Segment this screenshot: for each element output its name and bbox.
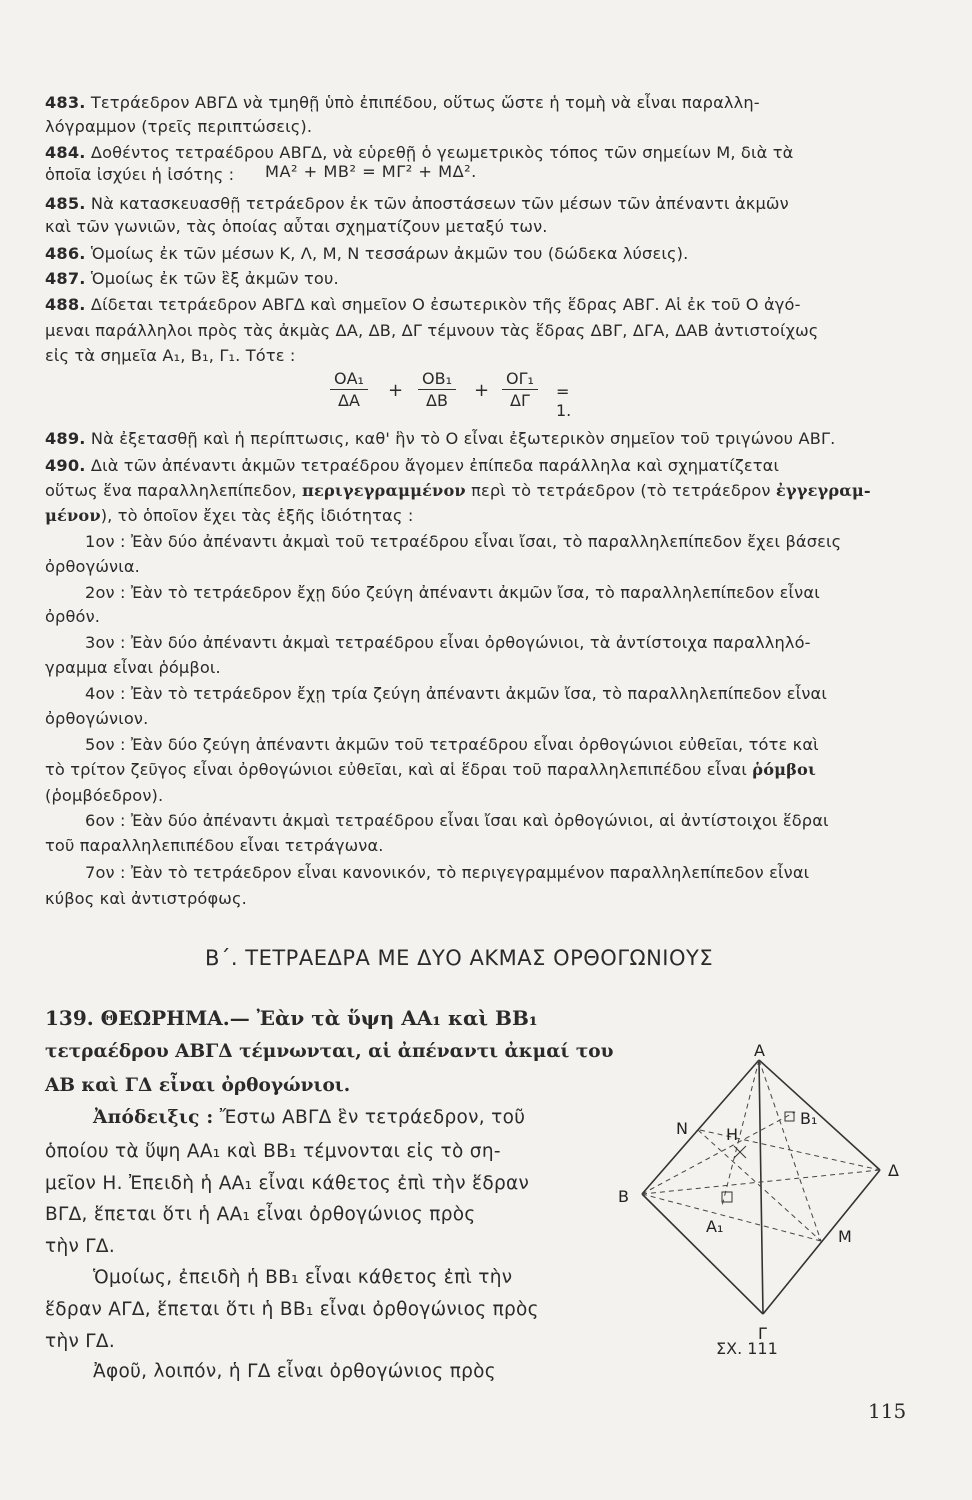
- proof-line4: ΒΓΔ, ἕπεται ὅτι ἡ ΑΑ₁ εἶναι ὀρθογώνιος πρὸς: [45, 1204, 476, 1225]
- label-M: Μ: [838, 1227, 852, 1246]
- text-run: ), τὸ ὁποῖον ἔχει τὰς ἑξῆς ἰδιότητας :: [100, 506, 414, 525]
- label-B1: Β₁: [800, 1109, 818, 1128]
- numerator: ΟΑ₁: [330, 368, 368, 390]
- exercise-483-line1: [45, 92, 897, 114]
- exercise-text: Ὁμοίως ἐκ τῶν ἓξ ἀκμῶν του.: [90, 269, 339, 288]
- section-heading: Β΄. ΤΕΤΡΑΕΔΡΑ ΜΕ ΔΥΟ ΑΚΜΑΣ ΟΡΘΟΓΩΝΙΟΥΣ: [205, 946, 714, 970]
- label-H: Η: [726, 1125, 739, 1144]
- property-4-cont: ὀρθογώνιον.: [45, 709, 149, 728]
- exercise-483-line2: λόγραμμον (τρεῖς περιπτώσεις).: [45, 117, 313, 136]
- exercise-485-line1: [45, 193, 897, 215]
- exercise-text: Δίδεται τετράεδρον ΑΒΓΔ καὶ σημεῖον Ο ἐσωτερικὸν τῆς ἕδρας ΑΒΓ. Αἱ ἐκ τοῦ Ο ἀγό-: [90, 295, 801, 314]
- fraction-1: [330, 368, 368, 411]
- edge-AD: [759, 1060, 880, 1170]
- property-2-cont: ὀρθόν.: [45, 607, 101, 626]
- exercise-text: Ὁμοίως ἐκ τῶν μέσων Κ, Λ, Μ, Ν τεσσάρων ἀκμῶν του (δώδεκα λύσεις).: [90, 244, 689, 263]
- edge-BG: [642, 1194, 763, 1314]
- text-run: τὸ τρίτον ζεῦγος εἶναι ὀρθογώνιοι εὐθεῖαι, καὶ αἱ ἕδραι τοῦ παραλληλεπιπέδου εἶναι: [45, 760, 747, 779]
- proof-line8: τὴν ΓΔ.: [45, 1331, 116, 1352]
- exercise-489-line1: [45, 428, 897, 450]
- proof-line9: Ἀφοῦ, λοιπόν, ἡ ΓΔ εἶναι ὀρθογώνιος πρὸς: [93, 1361, 496, 1382]
- exercise-number: 489.: [45, 429, 86, 448]
- property-1-cont: ὀρθογώνια.: [45, 557, 140, 576]
- exercise-490-line1: [45, 455, 897, 477]
- theorem-line1: 139. ΘΕΩΡΗΜΑ.— Ἐὰν τὰ ὕψη ΑΑ₁ καὶ ΒΒ₁: [45, 1006, 538, 1030]
- exercise-text: Δοθέντος τετραέδρου ΑΒΓΔ, νὰ εὑρεθῇ ὁ γεωμετρικὸς τόπος τῶν σημείων Μ, διὰ τὰ: [90, 143, 794, 162]
- theorem-line3: ΑΒ καὶ ΓΔ εἶναι ὀρθογώνιοι.: [45, 1075, 351, 1096]
- exercise-490-line3: [45, 505, 897, 527]
- label-A1: Α₁: [706, 1217, 724, 1236]
- exercise-number: 490.: [45, 456, 86, 475]
- numerator: ΟΓ₁: [502, 368, 538, 390]
- property-7-cont: κύβος καὶ ἀντιστρόφως.: [45, 889, 247, 908]
- text-run: περὶ τὸ τετράεδρον (τὸ τετράεδρον: [471, 481, 771, 500]
- term-rhombi: ῥόμβοι: [752, 760, 816, 779]
- label-G: Γ: [758, 1324, 767, 1342]
- exercise-text: Νὰ ἐξετασθῇ καὶ ἡ περίπτωσις, καθ' ἣν τὸ Ο εἶναι ἐξωτερικὸν σημεῖον τοῦ τριγώνου ΑΒΓ.: [90, 429, 836, 448]
- denominator: ΔΒ: [426, 391, 448, 410]
- numerator: ΟΒ₁: [418, 368, 456, 390]
- term-inscribed-end: μένον: [45, 506, 101, 525]
- property-5: 5ον : Ἐὰν δύο ζεύγη ἀπέναντι ἀκμῶν τοῦ τετραέδρου εἶναι ὀρθογώνιοι εὐθεῖαι, τότε καὶ: [85, 735, 819, 754]
- label-A: Α: [754, 1042, 765, 1060]
- exercise-number: 483.: [45, 93, 86, 112]
- exercise-number: 487.: [45, 269, 86, 288]
- term-inscribed: ἐγγεγραμ-: [775, 481, 871, 500]
- edge-DG: [763, 1170, 880, 1314]
- exercise-485-line2: καὶ τῶν γωνιῶν, τὰς ὁποίας αὗται σχηματίζουν μεταξύ των.: [45, 217, 548, 236]
- proof-line7: ἕδραν ΑΓΔ, ἕπεται ὅτι ἡ ΒΒ₁ εἶναι ὀρθογώνιος πρὸς: [45, 1299, 539, 1320]
- height-BB1: [642, 1112, 795, 1194]
- exercise-number: 485.: [45, 194, 86, 213]
- exercise-486-line1: [45, 243, 897, 265]
- denominator: ΔΑ: [338, 391, 360, 410]
- exercise-number: 486.: [45, 244, 86, 263]
- denominator: ΔΓ: [510, 391, 530, 410]
- exercise-484-line1: [45, 142, 897, 164]
- proof-line5: τὴν ΓΔ.: [45, 1236, 116, 1257]
- exercise-488-line2: μεναι παράλληλοι πρὸς τὰς ἀκμὰς ΔΑ, ΔΒ, ΔΓ τέμνουν τὰς ἕδρας ΔΒΓ, ΔΓΑ, ΔΑΒ ἀντιστοίχως: [45, 321, 819, 340]
- label-D: Δ: [888, 1161, 899, 1180]
- plus-sign: +: [388, 380, 404, 401]
- property-1: 1ον : Ἐὰν δύο ἀπέναντι ἀκμαὶ τοῦ τετραέδρου εἶναι ἴσαι, τὸ παραλληλεπίπεδον ἔχει βάσεις: [85, 532, 842, 551]
- proof-label: Ἀπόδειξις :: [93, 1107, 214, 1128]
- property-7: 7ον : Ἐὰν τὸ τετράεδρον εἶναι κανονικόν, τὸ περιγεγραμμένον παραλληλεπίπεδον εἶναι: [85, 863, 810, 882]
- proof-line2: ὁποίου τὰ ὕψη ΑΑ₁ καὶ ΒΒ₁ τέμνονται εἰς τὸ ση-: [45, 1141, 501, 1162]
- exercise-text: Διὰ τῶν ἀπέναντι ἀκμῶν τετραέδρου ἄγομεν ἐπίπεδα παράλληλα καὶ σχηματίζεται: [90, 456, 780, 475]
- equals-one: = 1.: [556, 382, 572, 420]
- term-circumscribed: περιγεγραμμένον: [302, 481, 466, 500]
- text-run: Ἔστω ΑΒΓΔ ἓν τετράεδρον, τοῦ: [219, 1107, 526, 1128]
- text-run: οὕτως ἕνα παραλληλεπίπεδον,: [45, 481, 297, 500]
- label-N: Ν: [676, 1119, 688, 1138]
- exercise-number: 488.: [45, 295, 86, 314]
- proof-line3: μεῖον Η. Ἐπειδὴ ἡ ΑΑ₁ εἶναι κάθετος ἐπὶ τὴν ἕδραν: [45, 1173, 530, 1194]
- exercise-490-line2: [45, 480, 897, 502]
- property-5-cont: [45, 759, 897, 781]
- label-B: Β: [618, 1187, 629, 1206]
- exercise-487-line1: [45, 268, 897, 290]
- proof-line1: [45, 1104, 597, 1132]
- exercise-484-line2: ὁποῖα ἰσχύει ἡ ἰσότης :: [45, 165, 235, 184]
- edge-AB: [642, 1060, 759, 1194]
- exercise-text: Νὰ κατασκευασθῇ τετράεδρον ἐκ τῶν ἀποστάσεων τῶν μέσων τῶν ἀπέναντι ἀκμῶν: [90, 194, 789, 213]
- tetrahedron-figure: [610, 1042, 910, 1342]
- fraction-3: [502, 368, 538, 411]
- property-6: 6ον : Ἐὰν δύο ἀπέναντι ἀκμαὶ τετραέδρου εἶναι ἴσαι καὶ ὀρθογώνιοι, αἱ ἀντίστοιχοι ἕδραι: [85, 811, 829, 830]
- property-6-cont: τοῦ παραλληλεπιπέδου εἶναι τετράγωνα.: [45, 836, 384, 855]
- property-3-cont: γραμμα εἶναι ῥόμβοι.: [45, 658, 221, 677]
- fraction-2: [418, 368, 456, 411]
- exercise-484-formula: ΜΑ² + ΜΒ² = ΜΓ² + ΜΔ².: [265, 162, 477, 181]
- exercise-488-line1: [45, 294, 897, 316]
- exercise-number: 484.: [45, 143, 86, 162]
- page-number: 115: [868, 1399, 907, 1423]
- exercise-488-line3: εἰς τὰ σημεῖα Α₁, Β₁, Γ₁. Τότε :: [45, 346, 296, 365]
- figure-caption: ΣΧ. 111: [716, 1339, 778, 1358]
- theorem-line2: τετραέδρου ΑΒΓΔ τέμνωνται, αἱ ἀπέναντι ἀκμαί του: [45, 1041, 614, 1062]
- proof-line6: Ὁμοίως, ἐπειδὴ ἡ ΒΒ₁ εἶναι κάθετος ἐπὶ τὴν: [93, 1267, 513, 1288]
- property-3: 3ον : Ἐὰν δύο ἀπέναντι ἀκμαὶ τετραέδρου εἶναι ὀρθογώνιοι, τὰ ἀντίστοιχα παραλληλό-: [85, 633, 811, 652]
- plus-sign: +: [474, 380, 490, 401]
- property-4: 4ον : Ἐὰν τὸ τετράεδρον ἔχῃ τρία ζεύγη ἀπέναντι ἀκμῶν ἴσα, τὸ παραλληλεπίπεδον εἶναι: [85, 684, 827, 703]
- exercise-text: Τετράεδρον ΑΒΓΔ νὰ τμηθῇ ὑπὸ ἐπιπέδου, οὕτως ὥστε ἡ τομὴ νὰ εἶναι παραλλη-: [90, 93, 760, 112]
- property-5-cont2: (ῥομβόεδρον).: [45, 786, 164, 805]
- property-2: 2ον : Ἐὰν τὸ τετράεδρον ἔχῃ δύο ζεύγη ἀπέναντι ἀκμῶν ἴσα, τὸ παραλληλεπίπεδον εἶναι: [85, 583, 820, 602]
